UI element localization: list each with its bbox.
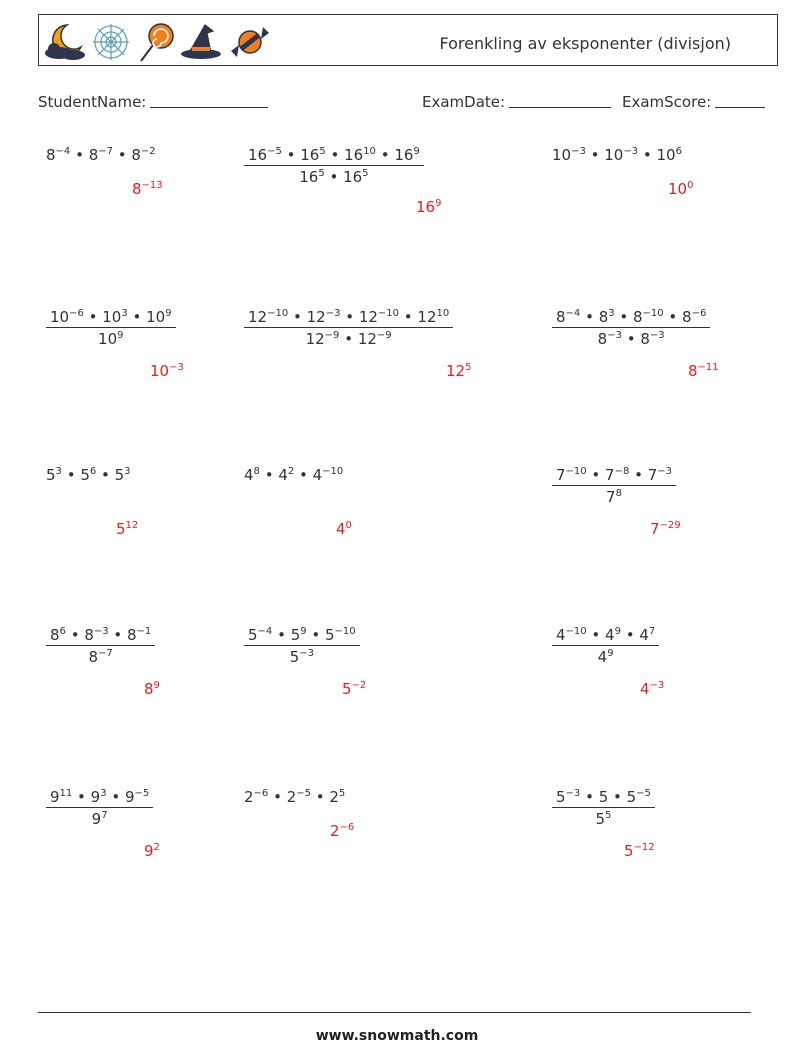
- term-base: 8: [88, 648, 99, 666]
- answer-base: 2: [330, 822, 340, 840]
- term-base: 2: [329, 788, 339, 806]
- term-exponent: 5: [338, 788, 346, 799]
- term-exponent: 8: [253, 466, 260, 477]
- problem-2: [244, 146, 442, 216]
- answer: [668, 180, 693, 198]
- answer-exponent: 0: [687, 180, 694, 191]
- answer-exponent: −12: [633, 842, 655, 853]
- term-exponent: −9: [324, 330, 340, 341]
- numerator: $5^{-4}$ • $5^9$ • $5^{-10}$: [244, 626, 360, 646]
- term-base: 8: [88, 146, 99, 164]
- term-base: 5: [598, 788, 609, 806]
- answer: [650, 520, 681, 538]
- answer-base: 12: [446, 362, 466, 380]
- answer: [150, 362, 184, 380]
- answer-exponent: −13: [141, 180, 163, 191]
- term-exponent: −9: [376, 330, 392, 341]
- fraction: [46, 626, 155, 666]
- term-exponent: −6: [691, 308, 707, 319]
- term-exponent: −10: [322, 466, 344, 477]
- term-exponent: −7: [98, 648, 113, 659]
- numerator: $8^{-4}$ • $8^3$ • $8^{-10}$ • $8^{-6}$: [552, 308, 710, 328]
- term-exponent: −10: [267, 308, 289, 319]
- problem-6: [552, 308, 719, 380]
- term-base: 10: [552, 146, 572, 164]
- denominator: [552, 486, 676, 506]
- term-base: 9: [90, 788, 101, 806]
- denominator: [552, 646, 659, 666]
- term-base: 12: [306, 308, 326, 326]
- problem-13: [46, 788, 160, 860]
- answer-exponent: −3: [169, 362, 184, 373]
- term-exponent: 10: [436, 308, 450, 319]
- term-base: 12: [417, 308, 437, 326]
- witch-hat-icon: [179, 21, 225, 63]
- term-exponent: −6: [69, 308, 84, 319]
- answer: [688, 362, 719, 380]
- term-exponent: −10: [377, 308, 400, 319]
- answer-exponent: 2: [153, 842, 160, 853]
- answer: [144, 680, 160, 698]
- term-base: 5: [325, 626, 335, 644]
- term-base: 8: [50, 626, 60, 644]
- term-base: 9: [50, 788, 60, 806]
- answer: [640, 680, 664, 698]
- problem-12: [552, 626, 665, 698]
- answer: [116, 520, 138, 538]
- fraction: [244, 626, 360, 666]
- problem-3: [552, 146, 694, 198]
- term-base: 5: [248, 626, 258, 644]
- term-exponent: −4: [565, 308, 581, 319]
- answer-base: 16: [416, 198, 436, 216]
- lollipop-icon: [137, 21, 177, 63]
- term-exponent: −1: [136, 626, 152, 637]
- term-exponent: 7: [101, 810, 108, 821]
- numerator: $16^{-5}$ • $16^5$ • $16^{10}$ • $16^9$: [244, 146, 424, 166]
- term-base: 16: [394, 146, 414, 164]
- problem-5: [244, 308, 472, 380]
- problem-4: [46, 308, 184, 380]
- term-base: 8: [640, 330, 650, 348]
- term-base: 2: [286, 788, 297, 806]
- worksheet-title: Forenkling av eksponenter (divisjon): [439, 34, 731, 53]
- term-exponent: −10: [565, 626, 587, 637]
- numerator: $8^6$ • $8^{-3}$ • $8^{-1}$: [46, 626, 155, 646]
- term-exponent: 10: [363, 146, 376, 157]
- term-base: 8: [597, 330, 608, 348]
- term-base: 12: [305, 330, 325, 348]
- expression: $5^3$ • $5^6$ • $5^3$: [46, 466, 131, 484]
- term-base: 5: [595, 810, 606, 828]
- problem-10: [46, 626, 160, 698]
- term-base: 8: [556, 308, 566, 326]
- answer: [330, 822, 354, 840]
- student-fields: [38, 93, 778, 115]
- term-base: 12: [248, 308, 268, 326]
- footer-divider: [38, 1012, 751, 1013]
- term-exponent: −5: [134, 788, 150, 799]
- numerator: $9^{11}$ • $9^3$ • $9^{-5}$: [46, 788, 153, 808]
- expression: $2^{-6}$ • $2^{-5}$ • $2^5$: [244, 788, 346, 806]
- student-name-field[interactable]: [38, 93, 146, 111]
- answer: [132, 180, 163, 198]
- term-exponent: 5: [362, 168, 369, 179]
- problem-8: [244, 466, 352, 538]
- term-exponent: −3: [93, 626, 109, 637]
- term-base: 4: [244, 466, 254, 484]
- answer-base: 4: [336, 520, 346, 538]
- footer-website: www.snowmath.com: [315, 1028, 479, 1044]
- fraction: [552, 308, 710, 348]
- term-exponent: −2: [140, 146, 156, 157]
- term-base: 4: [312, 466, 323, 484]
- term-exponent: −3: [607, 330, 622, 341]
- term-exponent: −3: [657, 466, 673, 477]
- fraction: [244, 308, 453, 348]
- answer-base: 8: [688, 362, 698, 380]
- term-exponent: −3: [571, 146, 586, 157]
- fraction: [552, 626, 659, 666]
- numerator: $12^{-10}$ • $12^{-3}$ • $12^{-10}$ • $12^{10}$: [244, 308, 453, 328]
- denominator: [552, 808, 655, 828]
- term-exponent: 2: [287, 466, 295, 477]
- term-base: 4: [605, 626, 615, 644]
- student-name-label: StudentName:: [38, 93, 147, 111]
- term-base: 5: [114, 466, 125, 484]
- denominator: [46, 808, 153, 828]
- term-exponent: 6: [59, 626, 66, 637]
- term-base: 8: [46, 146, 56, 164]
- term-base: 2: [244, 788, 254, 806]
- problem-14: [244, 788, 355, 840]
- fraction: [46, 308, 176, 348]
- term-base: 5: [290, 626, 301, 644]
- numerator: $10^{-6}$ • $10^3$ • $10^9$: [46, 308, 176, 328]
- fraction: [552, 788, 655, 828]
- answer-exponent: −3: [649, 680, 665, 691]
- term-base: 9: [91, 810, 102, 828]
- term-exponent: 3: [121, 308, 128, 319]
- term-base: 7: [606, 488, 616, 506]
- term-exponent: −10: [334, 626, 356, 637]
- term-base: 8: [131, 146, 141, 164]
- problem-9: [552, 466, 681, 538]
- term-base: 7: [556, 466, 566, 484]
- term-exponent: −10: [565, 466, 587, 477]
- term-exponent: 8: [615, 488, 622, 499]
- exam-score-label: ExamScore:: [622, 93, 712, 111]
- answer-exponent: −2: [351, 680, 367, 691]
- answer-base: 10: [668, 180, 688, 198]
- expression: $8^{-4}$ • $8^{-7}$ • $8^{-2}$: [46, 146, 156, 164]
- term-exponent: 9: [300, 626, 307, 637]
- exam-score-field[interactable]: [622, 93, 711, 111]
- term-base: 8: [84, 626, 94, 644]
- answer-base: 9: [144, 842, 154, 860]
- term-base: 8: [127, 626, 137, 644]
- answer-exponent: 5: [465, 362, 472, 373]
- answer: [624, 842, 655, 860]
- term-base: 4: [639, 626, 649, 644]
- term-exponent: −5: [296, 788, 311, 799]
- numerator: $7^{-10}$ • $7^{-8}$ • $7^{-3}$: [552, 466, 676, 486]
- term-base: 10: [50, 308, 70, 326]
- answer-base: 10: [150, 362, 170, 380]
- term-exponent: 7: [648, 626, 656, 637]
- term-exponent: 3: [608, 308, 615, 319]
- answer: [342, 680, 366, 698]
- term-exponent: 3: [100, 788, 107, 799]
- answer-base: 8: [132, 180, 142, 198]
- denominator: [46, 646, 155, 666]
- term-exponent: 9: [607, 648, 614, 659]
- term-exponent: −10: [642, 308, 664, 319]
- problem-7: [46, 466, 139, 538]
- term-exponent: −3: [299, 648, 314, 659]
- term-base: 12: [357, 330, 377, 348]
- term-base: 4: [278, 466, 288, 484]
- denominator: [244, 646, 360, 666]
- term-exponent: −4: [257, 626, 273, 637]
- numerator: $4^{-10}$ • $4^9$ • $4^7$: [552, 626, 659, 646]
- term-base: 8: [598, 308, 609, 326]
- term-base: 10: [656, 146, 676, 164]
- term-exponent: 9: [165, 308, 172, 319]
- denominator: $12^{-9}$ • $12^{-9}$: [305, 330, 392, 348]
- worksheet-header: [38, 14, 778, 66]
- term-exponent: −5: [267, 146, 282, 157]
- fraction: [46, 788, 153, 828]
- term-exponent: 5: [605, 810, 612, 821]
- term-base: 16: [343, 168, 363, 186]
- denominator: [46, 328, 176, 348]
- term-exponent: −8: [614, 466, 630, 477]
- expression: $10^{-3}$ • $10^{-3}$ • $10^6$: [552, 146, 682, 164]
- term-base: 7: [605, 466, 615, 484]
- moon-clouds-icon: [43, 21, 89, 63]
- answer-exponent: 9: [153, 680, 160, 691]
- spiderweb-icon: [89, 21, 133, 63]
- term-base: 4: [556, 626, 566, 644]
- answer: [336, 520, 352, 538]
- term-base: 16: [300, 146, 320, 164]
- term-exponent: −5: [636, 788, 651, 799]
- term-exponent: −3: [623, 146, 639, 157]
- term-base: 5: [289, 648, 300, 666]
- term-exponent: 6: [675, 146, 682, 157]
- denominator: $8^{-3}$ • $8^{-3}$: [597, 330, 665, 348]
- denominator: $16^5$ • $16^5$: [299, 168, 369, 186]
- halloween-icons: [43, 21, 273, 63]
- answer-exponent: −6: [339, 822, 355, 833]
- term-base: 5: [80, 466, 90, 484]
- term-exponent: 9: [614, 626, 621, 637]
- term-exponent: 3: [124, 466, 131, 477]
- answer-base: 4: [640, 680, 650, 698]
- answer-exponent: −11: [697, 362, 719, 373]
- expression: $4^8$ • $4^2$ • $4^{-10}$: [244, 466, 344, 484]
- exam-date-label: ExamDate:: [422, 93, 506, 111]
- term-base: 12: [358, 308, 378, 326]
- answer-base: 7: [650, 520, 660, 538]
- term-base: 5: [626, 788, 637, 806]
- term-base: 8: [633, 308, 643, 326]
- term-exponent: −4: [55, 146, 71, 157]
- answer-base: 5: [624, 842, 634, 860]
- term-base: 8: [682, 308, 692, 326]
- fraction: [244, 146, 424, 186]
- term-exponent: −3: [649, 330, 665, 341]
- term-base: 10: [604, 146, 624, 164]
- answer: [144, 842, 160, 860]
- term-exponent: 5: [319, 146, 326, 157]
- answer: [446, 362, 471, 380]
- term-base: 10: [146, 308, 166, 326]
- answer-exponent: 0: [345, 520, 352, 531]
- term-exponent: 11: [59, 788, 73, 799]
- term-exponent: −7: [98, 146, 113, 157]
- fraction: [552, 466, 676, 506]
- answer: [416, 198, 441, 216]
- term-base: 5: [46, 466, 56, 484]
- term-exponent: 6: [89, 466, 97, 477]
- term-base: 5: [556, 788, 566, 806]
- term-base: 7: [647, 466, 658, 484]
- candy-icon: [227, 21, 273, 63]
- answer-base: 5: [116, 520, 126, 538]
- term-base: 16: [248, 146, 268, 164]
- term-exponent: −6: [253, 788, 269, 799]
- exam-date-field[interactable]: [422, 93, 505, 111]
- numerator: $5^{-3}$ • 5 • $5^{-5}$: [552, 788, 655, 808]
- answer-exponent: −29: [659, 520, 681, 531]
- answer-base: 5: [342, 680, 352, 698]
- term-exponent: 3: [55, 466, 62, 477]
- problem-15: [552, 788, 655, 860]
- term-exponent: −3: [565, 788, 581, 799]
- term-exponent: 9: [117, 330, 124, 341]
- term-base: 9: [124, 788, 135, 806]
- problem-11: [244, 626, 367, 698]
- term-base: 4: [597, 648, 608, 666]
- answer-base: 8: [144, 680, 154, 698]
- term-base: 10: [98, 330, 118, 348]
- term-exponent: −3: [325, 308, 341, 319]
- term-base: 16: [344, 146, 364, 164]
- term-exponent: 9: [413, 146, 420, 157]
- term-exponent: 5: [318, 168, 325, 179]
- problem-1: [46, 146, 163, 198]
- term-base: 10: [102, 308, 122, 326]
- term-base: 16: [299, 168, 319, 186]
- answer-exponent: 9: [435, 198, 442, 209]
- answer-exponent: 12: [125, 520, 139, 531]
